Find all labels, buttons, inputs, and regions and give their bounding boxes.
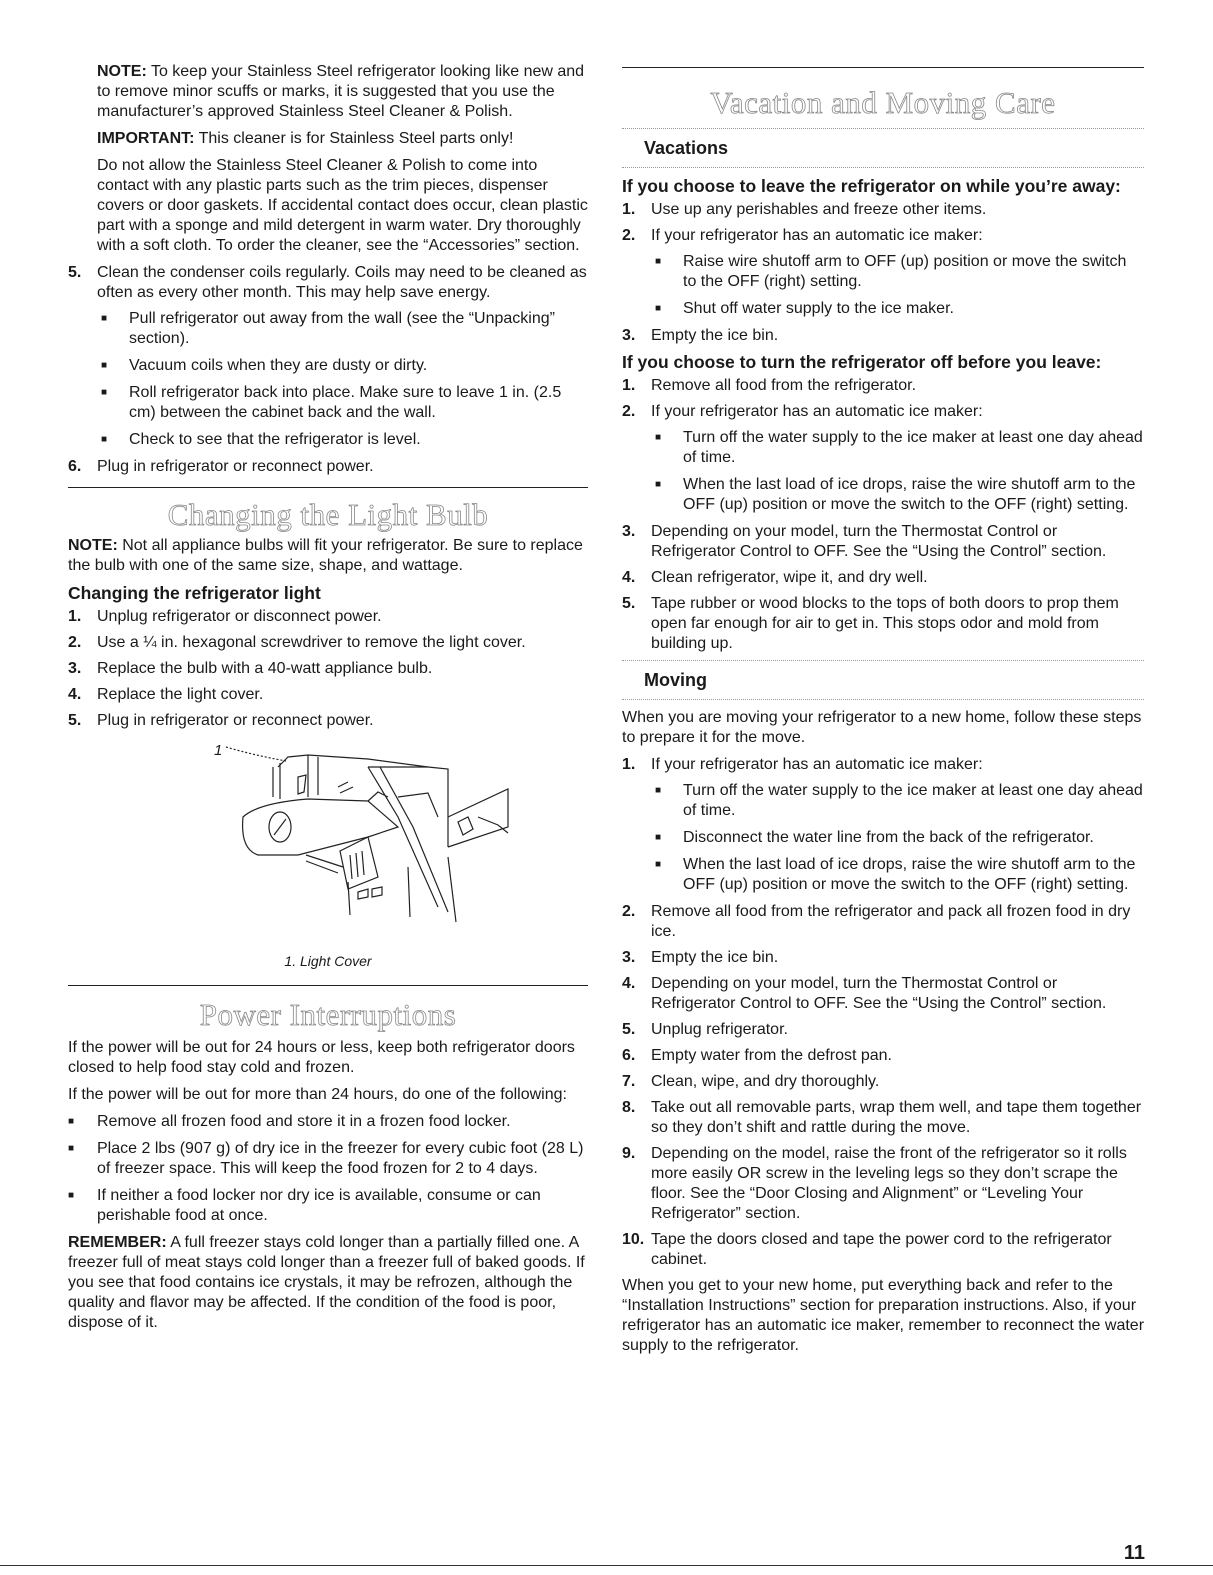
step-text: If your refrigerator has an automatic ice maker: [651,227,983,244]
step-text: If your refrigerator has an automatic ice maker: [651,756,983,773]
step-text: Empty the ice bin. [651,949,779,966]
moving-step [622,974,1144,1014]
step-number: 4. [622,975,636,992]
step-number: 6. [622,1047,636,1064]
step-6 [68,457,588,477]
light-cover-diagram [68,737,588,947]
note-text: Not all appliance bulbs will fit your refrigerator. Be sure to replace the bulb with one of the same size, shape, and wattage. [68,537,583,574]
bulb-step [68,711,588,731]
step-number: 3. [622,949,636,966]
subheading-changing-light: Changing the refrigerator light [68,583,321,603]
moving-step [622,755,1144,775]
step-text: Plug in refrigerator or reconnect power. [97,458,374,475]
bullet-item: ■ Disconnect the water line from the back of the refrigerator. [622,828,1144,848]
vacation-step [622,594,1144,654]
bullet-item: ■ Roll refrigerator back into place. Make sure to leave 1 in. (2.5 cm) between the cabinet back and the wall. [68,383,588,423]
stainless-note [68,62,588,256]
step-number: 1. [622,201,636,218]
step-number: 1. [68,608,82,625]
step-text: Plug in refrigerator or reconnect power. [97,712,374,729]
power-paragraph: If the power will be out for 24 hours or less, keep both refrigerator doors closed to help food stay cold and frozen. [68,1039,575,1076]
bullet-item: ■ Raise wire shutoff arm to OFF (up) position or move the switch to the OFF (right) setting. [622,252,1144,292]
subsection-bar-vacations [622,128,1144,168]
step-text: Depending on your model, turn the Thermostat Control or Refrigerator Control to OFF. See the “Using the Control” section. [651,975,1107,1012]
bullet-item: ■ Place 2 lbs (907 g) of dry ice in the freezer for every cubic foot (28 L) of freezer space. This will keep the food frozen for 2 to 4 days. [68,1139,588,1179]
moving-step [622,1020,1144,1040]
bullet-item: ■ When the last load of ice drops, raise the wire shutoff arm to the OFF (up) position or move the switch to the OFF (right) setting. [622,855,1144,895]
step-number: 3. [622,523,636,540]
power-paragraph: If the power will be out for more than 24 hours, do one of the following: [68,1086,567,1103]
step-text: Tape rubber or wood blocks to the tops of both doors to prop them open far enough for air to get in. This stops odor and mold from building up. [651,595,1119,652]
moving-step [622,948,1144,968]
bullet-item: ■ Turn off the water supply to the ice maker at least one day ahead of time. [622,781,1144,821]
bullet-item: ■ Check to see that the refrigerator is level. [68,430,588,450]
step-text: If your refrigerator has an automatic ice maker: [651,403,983,420]
moving-intro: When you are moving your refrigerator to a new home, follow these steps to prepare it for the move. [622,709,1142,746]
bullet-item: ■ Shut off water supply to the ice maker. [622,299,1144,319]
section-title-vacation-moving: Vacation and Moving Care [710,85,1056,120]
section-divider [68,487,588,488]
step-number: 10. [622,1231,645,1248]
step-text: Remove all food from the refrigerator. [651,377,917,394]
right-column [622,62,1144,1363]
section-title-power-interruptions: Power Interruptions [199,997,457,1032]
step-number: 2. [622,227,636,244]
step-text: Remove all food from the refrigerator and pack all frozen food in dry ice. [651,903,1131,940]
note-label: NOTE: [68,537,118,554]
note-text: To keep your Stainless Steel refrigerator looking like new and to remove minor scuffs or marks, it is suggested that you use the manufacturer’s approved Stainless Steel Cleaner & Polish. [97,63,585,120]
remember-text: A full freezer stays cold longer than a partially filled one. A freezer full of meat stays cold longer than a freezer full of baked goods. If you see that food contains ice crystals, it may be refrozen, although the quality and flavor may be affected. If the condition of the food is poor, dispose of it. [68,1234,585,1331]
page-bottom-rule [0,1565,1213,1566]
step-text: Depending on your model, turn the Thermostat Control or Refrigerator Control to OFF. See the “Using the Control” section. [651,523,1107,560]
step-text: Clean refrigerator, wipe it, and dry well. [651,569,928,586]
vacation-step [622,522,1144,562]
bulb-step [68,633,588,653]
step-text: Depending on the model, raise the front of the refrigerator so it rolls more easily OR screw in the leveling legs so they don’t scrape the floor. See the “Door Closing and Alignment” or “Leveling Your Refrigerator” section. [651,1145,1127,1222]
step-5 [68,263,588,303]
figure-caption: 1. Light Cover [284,953,372,969]
step-number: 3. [68,660,82,677]
step-number: 5. [68,712,82,729]
step-number: 5. [68,264,82,281]
vacation-step [622,226,1144,246]
vacation-step [622,402,1144,422]
subheading-leave-on: If you choose to leave the refrigerator on while you’re away: [622,176,1121,196]
subheading-turn-off: If you choose to turn the refrigerator off before you leave: [622,352,1102,372]
step-text: Clean, wipe, and dry thoroughly. [651,1073,880,1090]
step-number: 4. [68,686,82,703]
bullet-item: ■ If neither a food locker nor dry ice is available, consume or can perishable food at once. [68,1186,588,1226]
moving-step [622,1072,1144,1092]
step-text: Empty water from the defrost pan. [651,1047,892,1064]
step-number: 8. [622,1099,636,1116]
subsection-title: Moving [644,670,707,690]
step-text: Use a ¼ in. hexagonal screwdriver to remove the light cover. [97,634,526,651]
bulb-step [68,659,588,679]
moving-step [622,902,1144,942]
vacation-step [622,568,1144,588]
figure-callout-number: 1 [214,742,223,759]
bulb-step [68,607,588,627]
step-number: 6. [68,458,82,475]
left-column [68,62,588,1340]
step-number: 2. [68,634,82,651]
important-label: IMPORTANT: [97,130,195,147]
step-text: Replace the bulb with a 40-watt appliance bulb. [97,660,433,677]
step-number: 2. [622,403,636,420]
bullet-item: ■ When the last load of ice drops, raise the wire shutoff arm to the OFF (up) position or move the switch to the OFF (right) setting. [622,475,1144,515]
bullet-item: ■ Remove all frozen food and store it in a frozen food locker. [68,1112,588,1132]
light-cover-illustration [68,737,588,947]
remember-label: REMEMBER: [68,1234,167,1251]
step-number: 4. [622,569,636,586]
section-divider [622,67,1144,68]
moving-step [622,1046,1144,1066]
section-divider [68,985,588,986]
step-text: Tape the doors closed and tape the power cord to the refrigerator cabinet. [651,1231,1112,1268]
step-number: 5. [622,595,636,612]
moving-step [622,1230,1144,1270]
step-text: Unplug refrigerator. [651,1021,788,1038]
step-text: Unplug refrigerator or disconnect power. [97,608,382,625]
moving-outro: When you get to your new home, put everything back and refer to the “Installation Instructions” section for preparation instructions. Also, if your refrigerator has an automatic ice maker, remember to reconnect the water supply to the refrigerator. [622,1277,1145,1354]
bullet-item: ■ Pull refrigerator out away from the wall (see the “Unpacking” section). [68,309,588,349]
subsection-title: Vacations [644,138,729,158]
bullet-item: ■ Turn off the water supply to the ice maker at least one day ahead of time. [622,428,1144,468]
note-label: NOTE: [97,63,147,80]
moving-step [622,1098,1144,1138]
vacation-step [622,376,1144,396]
vacation-step [622,326,1144,346]
step-text: Clean the condenser coils regularly. Coils may need to be cleaned as often as every other month. This may help save energy. [97,264,587,301]
step-number: 7. [622,1073,636,1090]
step-text: Empty the ice bin. [651,327,779,344]
step-number: 3. [622,327,636,344]
step-number: 9. [622,1145,636,1162]
page-number: 11 [1123,1542,1145,1564]
step-number: 5. [622,1021,636,1038]
step-number: 2. [622,903,636,920]
section-title-light-bulb: Changing the Light Bulb [167,497,489,532]
step-text: Use up any perishables and freeze other items. [651,201,987,218]
step-number: 1. [622,377,636,394]
bulb-step [68,685,588,705]
moving-step [622,1144,1144,1224]
bullet-item: ■ Vacuum coils when they are dusty or dirty. [68,356,588,376]
step-text: Take out all removable parts, wrap them well, and tape them together so they don’t shift and rattle during the move. [651,1099,1142,1136]
important-text: This cleaner is for Stainless Steel parts only! [194,130,514,147]
step-number: 1. [622,756,636,773]
subsection-bar-moving [622,660,1144,700]
step-text: Replace the light cover. [97,686,264,703]
contact-warning: Do not allow the Stainless Steel Cleaner & Polish to come into contact with any plastic parts such as the trim pieces, dispenser covers or door gaskets. If accidental contact does occur, clean plastic part with a sponge and mild detergent in warm water. Dry thoroughly with a soft cloth. To order the cleaner, see the “Accessories” section. [97,157,588,254]
vacation-step [622,200,1144,220]
